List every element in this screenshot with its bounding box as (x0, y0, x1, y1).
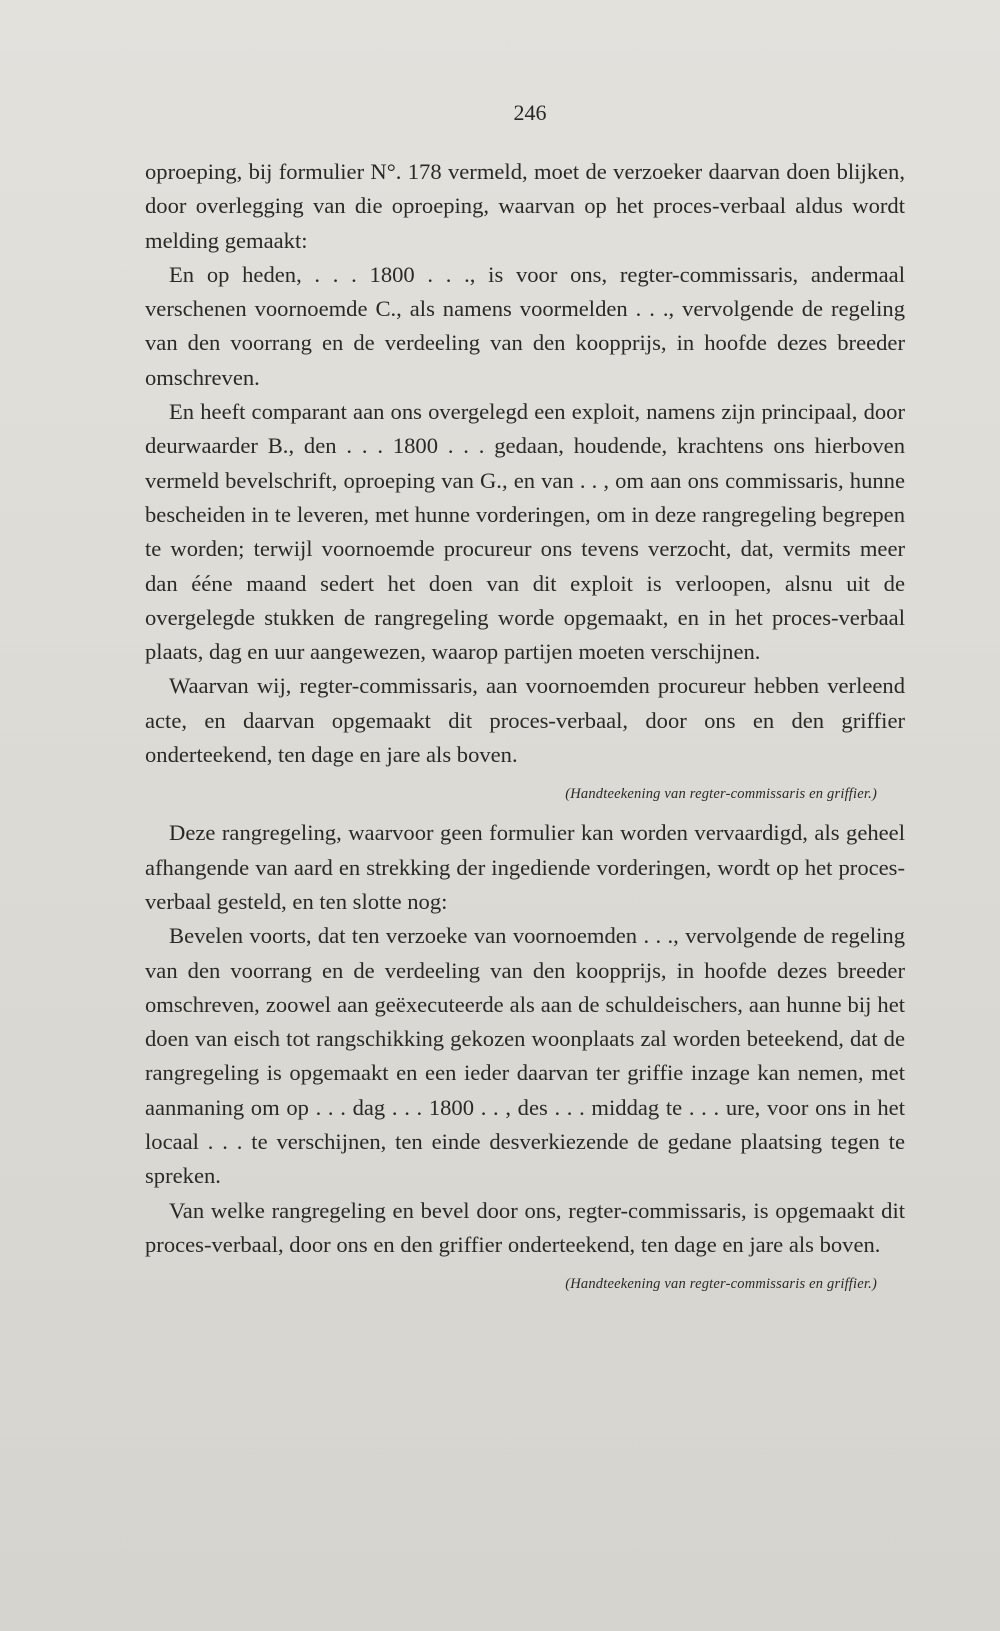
body-text (145, 155, 905, 1306)
paragraph-6: Bevelen voorts, dat ten verzoeke van voornoemden . . ., vervolgende de regeling van den voorrang en de verdeeling van den koopprijs, in hoofde dezes breeder omschreven, zoowel aan geëxecuteerde als aan de schuldeischers, aan hunne bij het doen van eisch tot rangschikking gekozen woonplaats zal worden beteekend, dat de rangregeling is opgemaakt en een ieder daarvan ter griffie inzage kan nemen, met aanmaning om op . . . dag . . . 1800 . . , des . . . middag te . . . ure, voor ons in het locaal . . . te verschijnen, ten einde desverkiezende de gedane plaatsing tegen te spreken. (145, 923, 905, 1189)
signature-note-1: (Handteekening van regter-commissaris en griffier.) (565, 786, 877, 803)
page-number: 246 (513, 100, 547, 125)
paragraph-7: Van welke rangregeling en bevel door ons, regter-commissaris, is opgemaakt dit proces-verbaal, door ons en den griffier onderteekend, ten dage en jare als boven. (145, 1197, 905, 1257)
signature-note-2: (Handteekening van regter-commissaris en griffier.) (565, 1276, 877, 1293)
paragraph-4: Waarvan wij, regter-commissaris, aan voornoemden procureur hebben verleend acte, en daarvan opgemaakt dit proces-verbaal, door ons en den griffier onderteekend, ten dage en jare als boven. (145, 673, 905, 768)
paragraph-1: oproeping, bij formulier N°. 178 vermeld, moet de verzoeker daarvan doen blijken, door overlegging van die oproeping, waarvan op het proces-verbaal aldus wordt melding gemaakt: (145, 159, 905, 253)
paragraph-2: En op heden, . . . 1800 . . ., is voor ons, regter-commissaris, andermaal verschenen voornoemde C., als namens voormelden . . ., vervolgende de regeling van den voorrang en de verdeeling van den koopprijs, in hoofde dezes breeder omschreven. (145, 261, 905, 390)
paragraph-3: En heeft comparant aan ons overgelegd een exploit, namens zijn principaal, door deurwaarder B., den . . . 1800 . . . gedaan, houdende, krachtens ons hierboven vermeld bevelschrift, oproeping van G., en van . . , om aan ons commissaris, hunne bescheiden in te leveren, met hunne vorderingen, om in deze rangregeling begrepen te worden; terwijl voornoemde procureur ons tevens verzocht, dat, vermits meer dan ééne maand sedert het doen van dit exploit is verloopen, alsnu uit de overgelegde stukken de rangregeling worde opgemaakt, en in het proces-verbaal plaats, dag en uur aangewezen, waarop partijen moeten verschijnen. (145, 399, 905, 665)
paragraph-5: Deze rangregeling, waarvoor geen formulier kan worden vervaardigd, als geheel afhangende van aard en strekking der ingediende vorderingen, wordt op het proces-verbaal gesteld, en ten slotte nog: (145, 820, 905, 914)
